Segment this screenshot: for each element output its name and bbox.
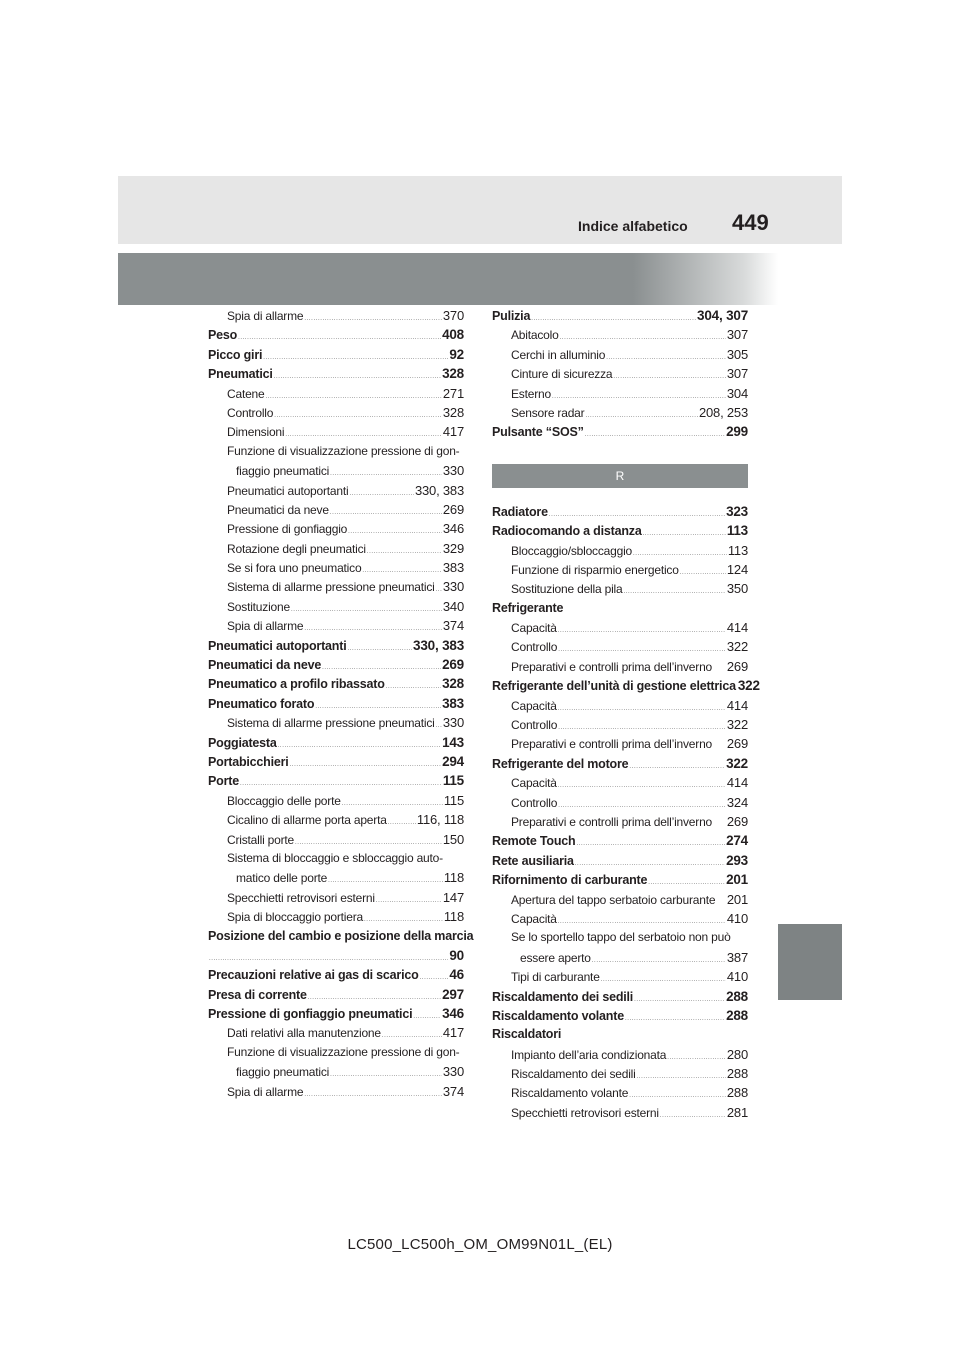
entry-label: Cicalino di allarme porta aperta: [227, 813, 387, 828]
entry-label: Controllo: [511, 640, 558, 655]
entry-label: Specchietti retrovisori esterni: [227, 890, 375, 905]
index-entry[interactable]: [492, 754, 748, 773]
entry-page-ref[interactable]: 328: [442, 366, 464, 382]
dot-leader: [585, 423, 725, 445]
entry-label: Pneumatici da neve: [227, 502, 329, 517]
entry-label: Controllo: [511, 718, 558, 733]
index-subentry[interactable]: [492, 1064, 748, 1083]
index-subentry[interactable]: [208, 713, 464, 732]
index-entry[interactable]: [492, 306, 748, 325]
entry-page-ref[interactable]: 269: [726, 736, 748, 752]
entry-label: Sostituzione della pila: [511, 582, 623, 597]
index-subentry[interactable]: [208, 1082, 464, 1101]
entry-label: Capacità: [511, 698, 557, 713]
index-entry[interactable]: [208, 1004, 464, 1023]
entry-label: Radiatore: [492, 504, 548, 519]
entry-page-ref[interactable]: 329: [442, 540, 464, 556]
entry-page-ref[interactable]: 150: [442, 831, 464, 847]
index-subentry[interactable]: [492, 715, 748, 734]
entry-label: Riscaldamento volante: [511, 1086, 629, 1101]
index-subentry[interactable]: [492, 890, 748, 909]
entry-label: Bloccaggio delle porte: [227, 793, 341, 808]
index-subentry[interactable]: [208, 791, 464, 810]
dot-leader: [625, 1007, 725, 1029]
entry-page-ref[interactable]: 307: [726, 327, 748, 343]
entry-label: Presa di corrente: [208, 987, 307, 1002]
entry-page-ref[interactable]: 297: [442, 986, 464, 1002]
entry-label: Rotazione degli pneumatici: [227, 541, 366, 556]
index-subentry[interactable]: [208, 1023, 464, 1042]
entry-label: Controllo: [511, 795, 558, 810]
entry-label: Dati relativi alla manutenzione: [227, 1026, 381, 1041]
entry-page-ref[interactable]: 322: [737, 678, 760, 694]
entry-page-ref[interactable]: 90: [449, 947, 464, 963]
entry-label: fiaggio pneumatici: [236, 1065, 330, 1080]
entry-page-ref[interactable]: 124: [726, 561, 748, 577]
index-group-r: [492, 502, 760, 1123]
entry-label: fiaggio pneumatici: [236, 464, 330, 479]
entry-label: matico delle porte: [236, 871, 328, 886]
entry-page-ref[interactable]: 410: [726, 969, 748, 985]
index-entry[interactable]: [208, 655, 464, 674]
entry-label: Pressione di gonfiaggio pneumatici: [208, 1007, 413, 1022]
entry-page-ref[interactable]: 269: [726, 658, 748, 674]
entry-page-ref[interactable]: 330: [442, 1064, 464, 1080]
entry-page-ref[interactable]: 46: [449, 967, 464, 983]
entry-label: Funzione di risparmio energetico: [511, 562, 679, 577]
entry-label: Pneumatico a profilo ribassato: [208, 677, 385, 692]
entry-page-ref[interactable]: 115: [442, 773, 464, 789]
entry-label: Spia di allarme: [227, 619, 304, 634]
entry-page-ref[interactable]: 293: [726, 852, 748, 868]
entry-page-ref[interactable]: 288: [726, 1085, 748, 1101]
index-column-left: [208, 306, 474, 1101]
entry-label: Impianto dell’aria condizionata: [511, 1047, 667, 1062]
index-subentry[interactable]: [492, 325, 748, 344]
index-subentry[interactable]: [208, 306, 464, 325]
index-subentry[interactable]: [492, 967, 748, 986]
entry-page-ref[interactable]: 201: [726, 891, 748, 907]
index-subentry[interactable]: [492, 909, 748, 928]
page-number: 449: [732, 210, 769, 235]
entry-page-ref[interactable]: 118: [443, 870, 464, 886]
index-subentry[interactable]: [208, 597, 464, 616]
index-subentry[interactable]: [208, 403, 464, 422]
entry-label: Dimensioni: [227, 425, 285, 440]
entry-label: Cristalli porte: [227, 832, 295, 847]
entry-label: Peso: [208, 328, 238, 343]
index-subentry[interactable]: [492, 793, 748, 812]
index-entry[interactable]: [208, 946, 464, 965]
entry-page-ref[interactable]: 322: [726, 717, 748, 733]
entry-label: Capacità: [511, 776, 557, 791]
entry-page-ref[interactable]: 288: [726, 1066, 748, 1082]
entry-page-ref[interactable]: 328: [442, 404, 464, 420]
decorative-band: [118, 253, 778, 305]
index-subentry[interactable]: [492, 1103, 748, 1122]
index-entry-continued: Funzione di visualizzazione pressione di gon-: [227, 443, 460, 458]
index-subentry[interactable]: [208, 1062, 464, 1081]
entry-label: Capacità: [511, 911, 557, 926]
index-entry-continued: Riscaldatori: [492, 1027, 562, 1042]
entry-page-ref[interactable]: 288: [726, 988, 748, 1004]
entry-page-ref[interactable]: 92: [449, 346, 464, 362]
entry-page-ref[interactable]: 410: [726, 910, 748, 926]
index-subentry[interactable]: [208, 500, 464, 519]
entry-page-ref[interactable]: 274: [726, 833, 748, 849]
index-entry-continued: Sistema di bloccaggio e sbloccaggio auto-: [227, 850, 443, 865]
entry-page-ref[interactable]: 346: [442, 1006, 464, 1022]
entry-label: Cerchi in alluminio: [511, 347, 606, 362]
entry-label: Radiocomando a distanza: [492, 524, 642, 539]
entry-label: Cinture di sicurezza: [511, 367, 613, 382]
index-entry[interactable]: [492, 1006, 748, 1025]
index-subentry[interactable]: [492, 403, 748, 422]
index-group-p-continued: [492, 306, 748, 442]
section-title: Indice alfabetico: [578, 218, 688, 234]
entry-label: Bloccaggio/sbloccaggio: [511, 543, 633, 558]
entry-page-ref[interactable]: 414: [726, 775, 748, 791]
entry-page-ref[interactable]: 374: [442, 1083, 464, 1099]
entry-page-ref[interactable]: 350: [726, 581, 748, 597]
entry-label: Sistema di allarme pressione pneumatici: [227, 580, 435, 595]
entry-page-ref[interactable]: 294: [442, 753, 464, 769]
index-subentry[interactable]: [208, 830, 464, 849]
entry-page-ref[interactable]: 304, 307: [697, 308, 748, 323]
entry-page-ref[interactable]: 281: [726, 1104, 748, 1120]
entry-page-ref[interactable]: 330: [442, 463, 464, 479]
section-letter-bar: R: [492, 464, 748, 488]
entry-page-ref[interactable]: 330: [442, 715, 464, 731]
entry-page-ref[interactable]: 307: [726, 366, 748, 382]
entry-page-ref[interactable]: 280: [726, 1046, 748, 1062]
index-entry[interactable]: [492, 502, 748, 521]
entry-label: Controllo: [227, 405, 274, 420]
index-subentry[interactable]: [208, 577, 464, 596]
entry-page-ref[interactable]: 387: [726, 949, 748, 965]
index-subentry[interactable]: [492, 618, 748, 637]
entry-label: Refrigerante del motore: [492, 756, 629, 771]
entry-label: Preparativi e controlli prima dell’inverno: [511, 737, 713, 752]
entry-label: Sensore radar: [511, 405, 585, 420]
entry-label: Capacità: [511, 621, 557, 636]
entry-page-ref[interactable]: 304: [726, 385, 748, 401]
entry-label: Refrigerante dell’unità di gestione elettrica: [492, 679, 736, 694]
index-entry[interactable]: [492, 870, 748, 889]
entry-page-ref[interactable]: 383: [442, 560, 464, 576]
index-entry[interactable]: [208, 733, 464, 752]
index-subentry[interactable]: [208, 616, 464, 635]
index-subentry[interactable]: [492, 541, 748, 560]
index-subentry[interactable]: [492, 1083, 748, 1102]
index-subentry[interactable]: [208, 481, 464, 500]
entry-page-ref[interactable]: 269: [442, 657, 464, 673]
entry-label: Pneumatici autoportanti: [208, 638, 347, 653]
entry-page-ref[interactable]: 116, 118: [416, 812, 464, 828]
entry-page-ref[interactable]: 330: [442, 579, 464, 595]
entry-page-ref[interactable]: 147: [442, 889, 464, 905]
entry-page-ref[interactable]: 417: [442, 424, 464, 440]
dot-leader: [304, 1083, 442, 1105]
index-entry[interactable]: [208, 636, 464, 655]
entry-page-ref[interactable]: 330, 383: [413, 637, 464, 653]
entry-page-ref[interactable]: 143: [442, 734, 464, 750]
entry-label: Sistema di allarme pressione pneumatici: [227, 716, 435, 731]
index-entry-continued: Refrigerante: [492, 600, 564, 615]
entry-page-ref[interactable]: 323: [726, 503, 748, 519]
index-entry[interactable]: [492, 831, 748, 850]
entry-label: Spia di bloccaggio portiera: [227, 910, 364, 925]
entry-label: Precauzioni relative ai gas di scarico: [208, 968, 419, 983]
index-subentry[interactable]: [492, 1045, 748, 1064]
entry-label: Rifornimento di carburante: [492, 873, 648, 888]
entry-label: Spia di allarme: [227, 309, 304, 323]
entry-label: Rete ausiliaria: [492, 853, 574, 868]
index-entry[interactable]: [208, 345, 464, 364]
index-entry[interactable]: [208, 325, 464, 344]
index-subentry[interactable]: [492, 657, 748, 676]
index-entry[interactable]: [208, 364, 464, 383]
entry-label: Specchietti retrovisori esterni: [511, 1105, 659, 1120]
index-subentry[interactable]: [208, 810, 464, 829]
index-column-right: [492, 306, 760, 1122]
index-subentry[interactable]: [492, 579, 748, 598]
entry-label: Pneumatici da neve: [208, 658, 322, 673]
index-subentry[interactable]: [492, 345, 748, 364]
entry-label: Portabicchieri: [208, 754, 289, 769]
index-subentry[interactable]: [208, 461, 464, 480]
index-subentry[interactable]: [492, 948, 748, 967]
entry-label: Pressione di gonfiaggio: [227, 522, 348, 537]
entry-page-ref[interactable]: 417: [442, 1025, 464, 1041]
entry-label: Apertura del tappo serbatoio carburante: [511, 892, 716, 907]
index-subentry[interactable]: [208, 519, 464, 538]
index-entry[interactable]: [492, 422, 748, 441]
index-subentry[interactable]: [208, 539, 464, 558]
index-entry[interactable]: [208, 752, 464, 771]
entry-page-ref[interactable]: 269: [726, 813, 748, 829]
chapter-thumb-tab: [778, 924, 842, 1000]
entry-page-ref[interactable]: 330, 383: [414, 482, 464, 498]
entry-page-ref[interactable]: 208, 253: [698, 404, 748, 420]
document-code: LC500_LC500h_OM_OM99N01L_(EL): [347, 1236, 613, 1253]
entry-label: Catene: [227, 386, 265, 401]
index-subentry[interactable]: [208, 868, 464, 887]
index-subentry[interactable]: [208, 558, 464, 577]
entry-page-ref[interactable]: 113: [727, 542, 748, 558]
entry-label: Picco giri: [208, 347, 263, 362]
entry-page-ref[interactable]: 370: [442, 308, 464, 323]
entry-label: Pulizia: [492, 309, 531, 323]
index-subentry[interactable]: [492, 734, 748, 753]
index-entry-continued: Posizione del cambio e posizione della marcia: [208, 928, 474, 943]
entry-label: Porte: [208, 774, 239, 789]
entry-label: Preparativi e controlli prima dell’inverno: [511, 659, 713, 674]
entry-page-ref[interactable]: 408: [442, 327, 464, 343]
entry-page-ref[interactable]: 374: [442, 618, 464, 634]
entry-page-ref[interactable]: 305: [726, 346, 748, 362]
index-entry[interactable]: [492, 851, 748, 870]
entry-label: Sostituzione: [227, 599, 290, 614]
index-entry[interactable]: [208, 674, 464, 693]
entry-page-ref[interactable]: 271: [442, 385, 464, 401]
entry-label: Pneumatici autoportanti: [227, 483, 349, 498]
entry-label: essere aperto: [520, 950, 591, 965]
index-subentry[interactable]: [492, 384, 748, 403]
index-subentry[interactable]: [492, 696, 748, 715]
entry-page-ref[interactable]: 414: [726, 620, 748, 636]
entry-label: Pneumatici: [208, 367, 273, 382]
index-subentry[interactable]: [208, 384, 464, 403]
entry-label: Riscaldamento dei sedili: [492, 989, 634, 1004]
entry-page-ref[interactable]: 113: [726, 523, 748, 539]
entry-label: Se si fora uno pneumatico: [227, 561, 362, 576]
index-subentry[interactable]: [492, 364, 748, 383]
entry-page-ref[interactable]: 346: [442, 521, 464, 537]
index-entry-continued: Se lo sportello tappo del serbatoio non può: [511, 930, 731, 945]
entry-page-ref[interactable]: 414: [726, 697, 748, 713]
index-subentry[interactable]: [208, 422, 464, 441]
entry-page-ref[interactable]: 322: [726, 755, 748, 771]
index-subentry[interactable]: [492, 773, 748, 792]
entry-page-ref[interactable]: 340: [442, 598, 464, 614]
entry-label: Preparativi e controlli prima dell’inverno: [511, 814, 713, 829]
dot-leader: [660, 1104, 726, 1126]
index-entry[interactable]: [208, 771, 464, 790]
entry-page-ref[interactable]: 299: [726, 424, 748, 440]
entry-label: Riscaldamento volante: [492, 1008, 624, 1023]
entry-label: Tipi di carburante: [511, 970, 600, 985]
entry-page-ref[interactable]: 288: [726, 1007, 748, 1023]
entry-label: Remote Touch: [492, 834, 576, 849]
index-entry[interactable]: [492, 676, 760, 695]
entry-page-ref[interactable]: 383: [442, 695, 464, 711]
entry-page-ref[interactable]: 269: [442, 501, 464, 517]
entry-label: Abitacolo: [511, 328, 559, 343]
index-subentry[interactable]: [492, 637, 748, 656]
index-subentry[interactable]: [492, 560, 748, 579]
index-entry-continued: Funzione di visualizzazione pressione di gon-: [227, 1044, 460, 1059]
entry-page-ref[interactable]: 322: [726, 639, 748, 655]
entry-page-ref[interactable]: 324: [726, 794, 748, 810]
entry-page-ref[interactable]: 201: [726, 872, 748, 888]
entry-label: Spia di allarme: [227, 1084, 304, 1099]
index-subentry[interactable]: [492, 812, 748, 831]
entry-label: Esterno: [511, 386, 551, 401]
entry-label: Poggiatesta: [208, 735, 277, 750]
index-entry[interactable]: [208, 965, 464, 984]
entry-page-ref[interactable]: 115: [443, 792, 464, 808]
entry-label: Riscaldamento dei sedili: [511, 1067, 636, 1082]
index-entry[interactable]: [208, 985, 464, 1004]
dot-leader: [623, 580, 725, 602]
entry-label: Pneumatico forato: [208, 696, 315, 711]
entry-page-ref[interactable]: 328: [442, 676, 464, 692]
index-entry[interactable]: [208, 694, 464, 713]
index-subentry[interactable]: [208, 888, 464, 907]
entry-page-ref[interactable]: 118: [443, 909, 464, 925]
entry-label: Pulsante “SOS”: [492, 425, 584, 440]
index-entry[interactable]: [492, 987, 748, 1006]
index-subentry[interactable]: [208, 907, 464, 926]
index-entry[interactable]: [492, 521, 748, 540]
